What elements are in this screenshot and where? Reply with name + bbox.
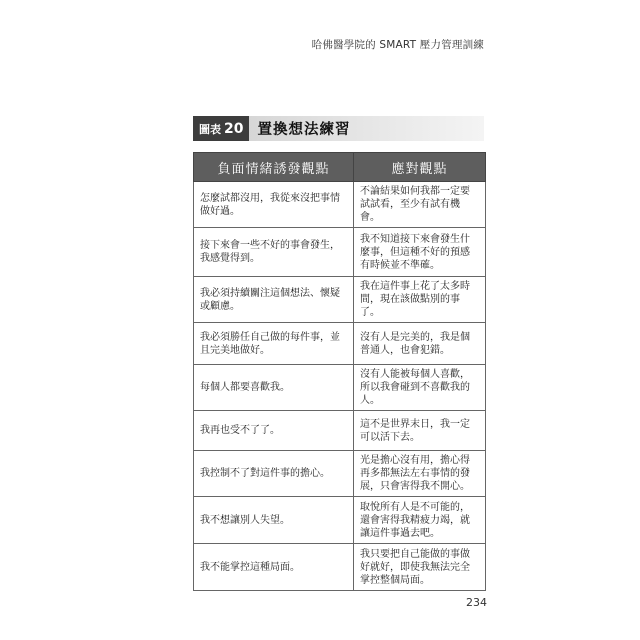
negative-thought-cell: 我再也受不了了。 <box>194 411 354 451</box>
negative-thought-cell: 怎麼試都沒用，我從來沒把事情做好過。 <box>194 182 354 228</box>
coping-thought-cell: 我只要把自己能做的事做好就好，即使我無法完全掌控整個局面。 <box>354 544 486 591</box>
figure-tag-number: 20 <box>224 120 244 137</box>
coping-thought-cell: 這不是世界末日，我一定可以活下去。 <box>354 411 486 451</box>
coping-thought-cell: 沒有人是完美的，我是個普通人，也會犯錯。 <box>354 323 486 365</box>
coping-thought-cell: 取悅所有人是不可能的，還會害得我精疲力竭，就讓這件事過去吧。 <box>354 497 486 544</box>
coping-thought-cell: 沒有人能被每個人喜歡，所以我會碰到不喜歡我的人。 <box>354 365 486 411</box>
table-row <box>194 497 486 544</box>
figure-caption <box>193 116 484 141</box>
table-row <box>194 365 486 411</box>
column-header-coping: 應對觀點 <box>354 153 486 182</box>
negative-thought-cell: 接下來會一些不好的事會發生，我感覺得到。 <box>194 228 354 277</box>
column-header-negative: 負面情緒誘發觀點 <box>194 153 354 182</box>
figure-title: 置換想法練習 <box>257 122 351 138</box>
negative-thought-cell: 我必須持續關注這個想法、懷疑或顧慮。 <box>194 277 354 323</box>
page-number: 234 <box>466 596 487 609</box>
table-row <box>194 411 486 451</box>
table-row <box>194 277 486 323</box>
negative-thought-cell: 每個人都要喜歡我。 <box>194 365 354 411</box>
negative-thought-cell: 我不能掌控這種局面。 <box>194 544 354 591</box>
coping-thought-cell: 我在這件事上花了太多時間，現在該做點別的事了。 <box>354 277 486 323</box>
coping-thought-cell: 光是擔心沒有用，擔心得再多都無法左右事情的發展，只會害得我不開心。 <box>354 451 486 497</box>
coping-thought-cell: 不論結果如何我都一定要試試看，至少有試有機會。 <box>354 182 486 228</box>
table-row <box>194 323 486 365</box>
coping-thought-cell: 我不知道接下來會發生什麼事，但這種不好的預感有時候並不準確。 <box>354 228 486 277</box>
table-row <box>194 228 486 277</box>
negative-thought-cell: 我必須勝任自己做的每件事，並且完美地做好。 <box>194 323 354 365</box>
table-row <box>194 544 486 591</box>
figure-tag-prefix: 圖表 <box>199 122 221 136</box>
negative-thought-cell: 我控制不了對這件事的擔心。 <box>194 451 354 497</box>
figure-tag <box>193 116 249 141</box>
table-row <box>194 451 486 497</box>
thought-replacement-table <box>193 152 486 591</box>
table-row <box>194 182 486 228</box>
table-header-row <box>194 153 486 182</box>
running-header: 哈佛醫學院的 SMART 壓力管理訓練 <box>311 39 484 51</box>
negative-thought-cell: 我不想讓別人失望。 <box>194 497 354 544</box>
